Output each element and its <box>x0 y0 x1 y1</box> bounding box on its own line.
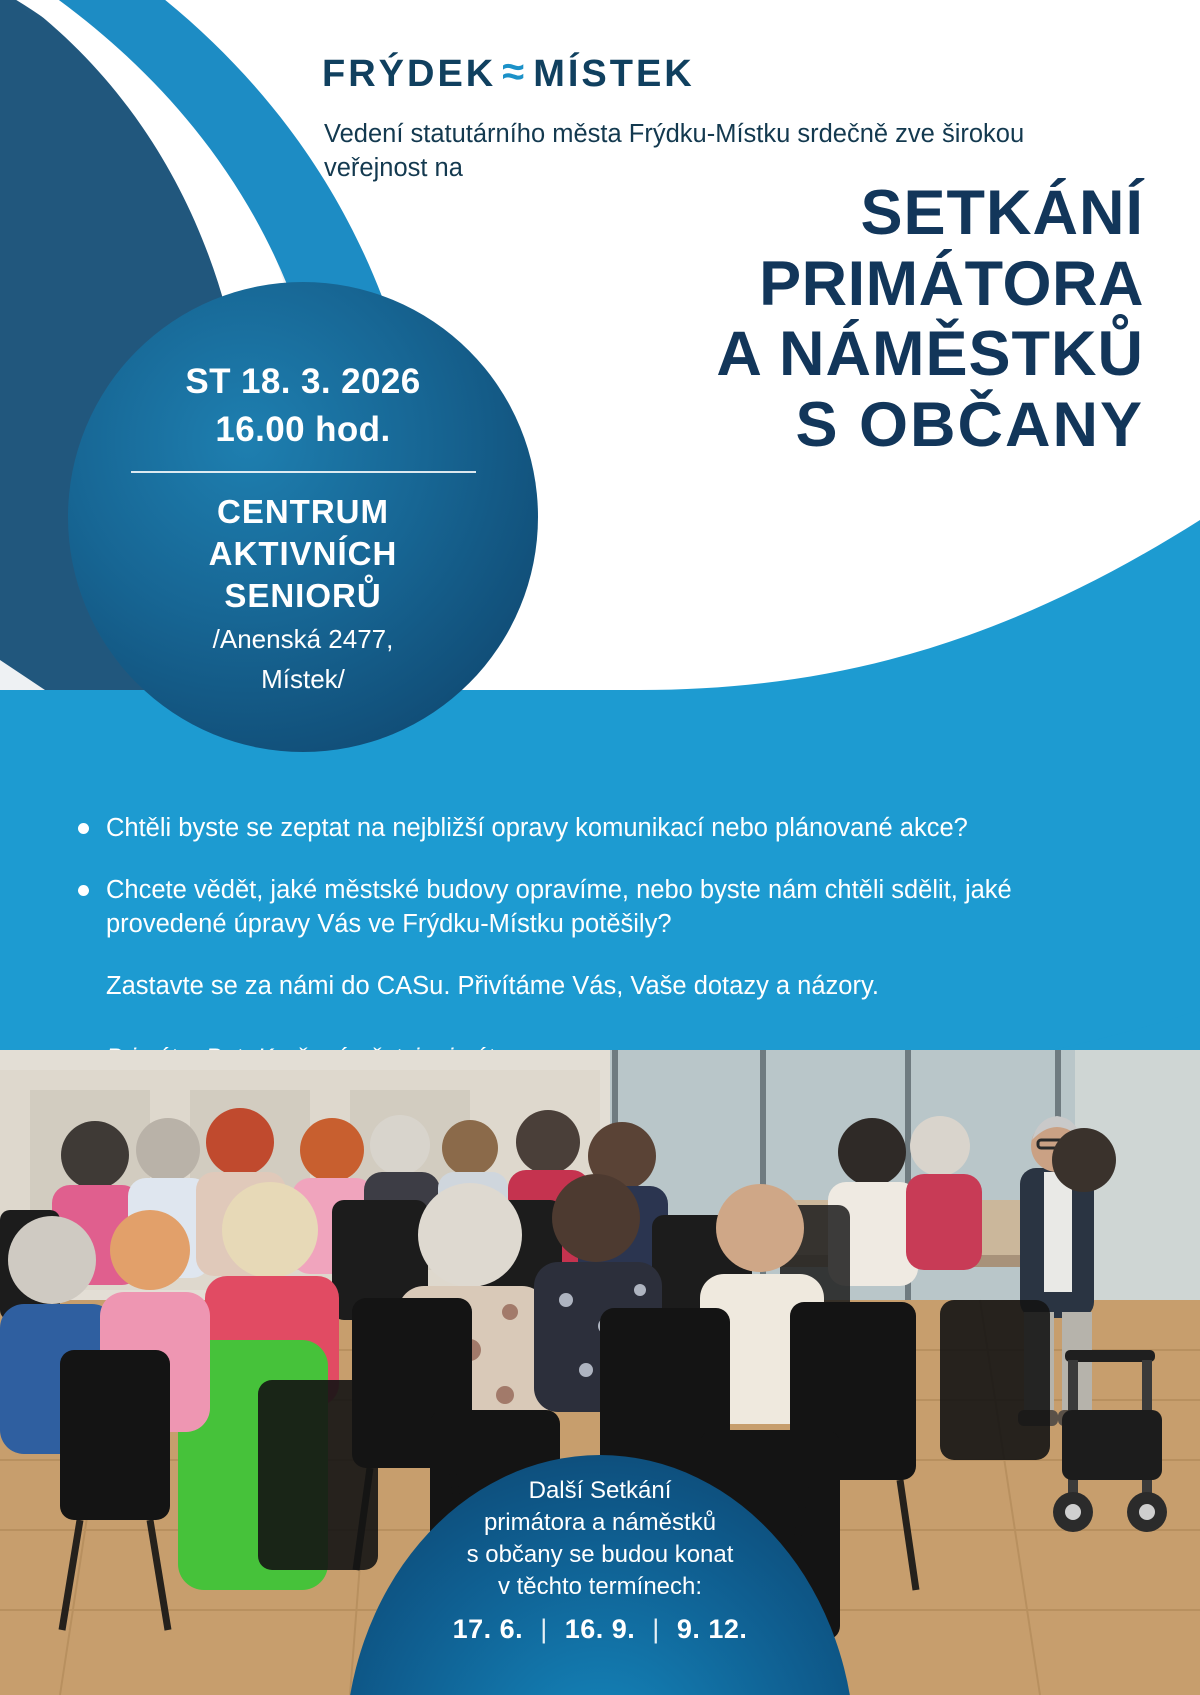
invitation-text: Zastavte se za námi do CASu. Přivítáme Vás, Vaše dotazy a názory. <box>106 971 879 1000</box>
date-separator: | <box>540 1613 548 1644</box>
bullet-text: Chcete vědět, jaké městské budovy opravíme, nebo byste nám chtěli sdělit, jaké provedené úpravy Vás ve Frýdku-Místku potěšily? <box>106 875 1012 938</box>
footer-line-3: s občany se budou konat <box>466 1541 734 1569</box>
title-line-3: A NÁMĚSTKŮ <box>716 319 1144 390</box>
wave-icon: ≈ <box>502 50 528 94</box>
upcoming-date-3: 9. 12. <box>676 1613 748 1644</box>
event-time: 16.00 hod. <box>215 410 391 450</box>
upcoming-date-1: 17. 6. <box>452 1613 524 1644</box>
upcoming-date-2: 16. 9. <box>564 1613 636 1644</box>
date-separator: | <box>652 1613 660 1644</box>
bullet-text: Chtěli byste se zeptat na nejbližší opravy komunikací nebo plánované akce? <box>106 814 968 842</box>
city-logo <box>322 52 695 97</box>
event-details-badge <box>68 282 538 752</box>
intro-text: Vedení statutárního města Frýdku-Místku srdečně zve širokou veřejnost na <box>324 120 1025 182</box>
venue-address-line-2: Místek/ <box>261 664 345 695</box>
footer-line-2: primátora a náměstků <box>483 1509 717 1537</box>
upcoming-dates <box>345 1614 855 1645</box>
title-line-1: SETKÁNÍ <box>860 178 1144 248</box>
page-title <box>524 178 1144 460</box>
divider <box>131 471 476 473</box>
bullet-icon <box>78 885 89 896</box>
upcoming-dates-badge <box>345 1455 855 1695</box>
venue-line-1: CENTRUM <box>217 492 389 530</box>
venue-line-2: AKTIVNÍCH <box>208 534 398 572</box>
event-date: ST 18. 3. 2026 <box>185 362 421 401</box>
bullet-icon <box>78 823 89 834</box>
list-item <box>74 874 1134 942</box>
footer-line-1: Další Setkání <box>528 1477 672 1504</box>
footer-line-4: v těchto termínech: <box>497 1573 703 1601</box>
venue-address-line-1: /Anenská 2477, <box>212 624 394 655</box>
list-item <box>74 812 1134 846</box>
title-line-4: S OBČANY <box>795 389 1144 460</box>
venue-line-3: SENIORŮ <box>224 577 382 615</box>
title-line-2: PRIMÁTORA <box>759 248 1144 319</box>
logo-text-left: FRÝDEK <box>322 53 497 95</box>
logo-text-right: MÍSTEK <box>533 53 695 95</box>
